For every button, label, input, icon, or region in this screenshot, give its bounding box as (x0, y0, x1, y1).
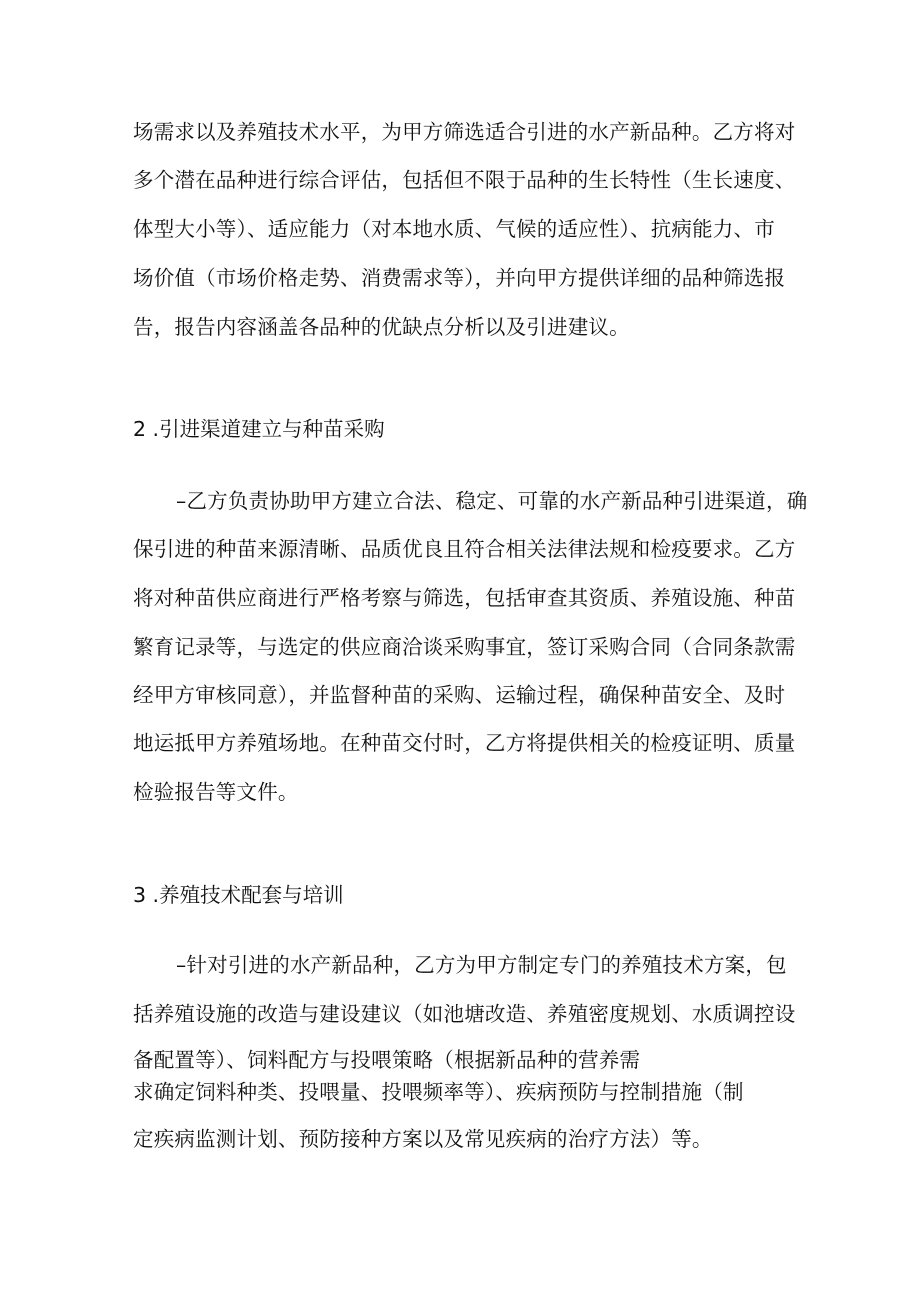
paragraph-line: 场价值（市场价格走势、消费需求等），并向甲方提供详细的品种筛选报 (133, 266, 786, 290)
paragraph-line: 检验报告等文件。 (133, 780, 299, 804)
paragraph-line: 繁育记录等，与选定的供应商洽谈采购事宜，签订采购合同（合同条款需 (133, 635, 796, 659)
section-heading-3: 3 .养殖技术配套与培训 (133, 883, 344, 907)
paragraph-line: 告，报告内容涵盖各品种的优缺点分析以及引进建议。 (133, 315, 630, 339)
paragraph-line: 括养殖设施的改造与建设建议（如池塘改造、养殖密度规划、水质调控设 (133, 1002, 796, 1026)
paragraph-line: 地运抵甲方养殖场地。在种苗交付时，乙方将提供相关的检疫证明、质量 (133, 731, 796, 755)
section-heading-2: 2 .引进渠道建立与种苗采购 (133, 417, 385, 441)
paragraph-line: 体型大小等）、适应能力（对本地水质、气候的适应性）、抗病能力、市 (133, 217, 775, 241)
paragraph-line: 场需求以及养殖技术水平，为甲方筛选适合引进的水产新品种。乙方将对 (133, 120, 796, 144)
paragraph-line: 求确定饲料种类、投喂量、投喂频率等）、疾病预防与控制措施（制 (133, 1080, 744, 1104)
paragraph-line: –针对引进的水产新品种，乙方为甲方制定专门的养殖技术方案，包 (176, 953, 787, 977)
paragraph-line: –乙方负责协助甲方建立合法、稳定、可靠的水产新品种引进渠道，确 (176, 489, 808, 513)
paragraph-line: 多个潜在品种进行综合评估，包括但不限于品种的生长特性（生长速度、 (133, 168, 796, 192)
paragraph-line: 将对种苗供应商进行严格考察与筛选，包括审查其资质、养殖设施、种苗 (133, 586, 796, 610)
paragraph-line: 备配置等）、饲料配方与投喂策略（根据新品种的营养需 (133, 1048, 641, 1072)
paragraph-line: 定疾病监测计划、预防接种方案以及常见疾病的治疗方法）等。 (133, 1127, 713, 1151)
paragraph-line: 保引进的种苗来源清晰、品质优良且符合相关法律法规和检疫要求。乙方 (133, 537, 796, 561)
paragraph-line: 经甲方审核同意），并监督种苗的采购、运输过程，确保种苗安全、及时 (133, 683, 786, 707)
